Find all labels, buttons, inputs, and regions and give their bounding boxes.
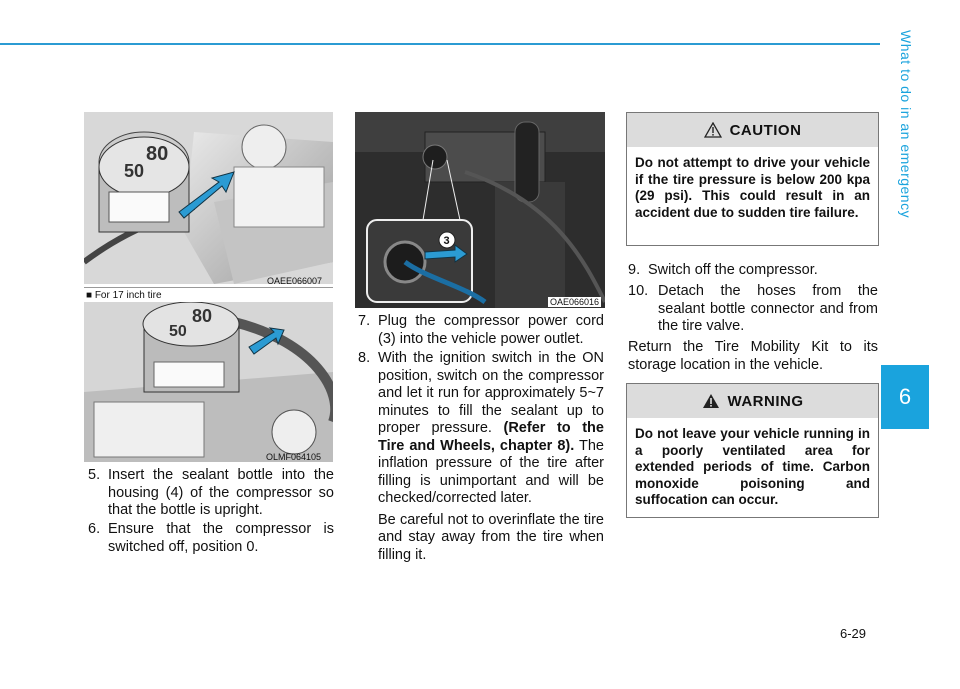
warning-text: Do not leave your vehicle running in a poorly ventilated area for extended periods of time. Carbon monoxide poisoning and suffocation can occur. (635, 426, 870, 507)
warning-box (626, 383, 879, 518)
step-5-number: 5. (88, 467, 101, 483)
figure-2-gauge-lo: 50 (169, 323, 187, 340)
step-9 (628, 262, 878, 280)
header-rule (0, 43, 880, 45)
step-6 (88, 521, 334, 556)
return-instruction: Return the Tire Mobility Kit to its storage location in the vehicle. (628, 339, 878, 373)
step-6-text: Ensure that the compressor is switched off, position 0. (108, 521, 334, 555)
figure-3-photo (355, 112, 605, 308)
step-8-note: Be careful not to overinflate the tire and stay away from the tire when filling it. (378, 511, 604, 563)
caution-header (627, 113, 878, 147)
step-7 (358, 313, 604, 348)
step-5 (88, 467, 334, 520)
step-10-number: 10. (628, 283, 649, 299)
step-8-text-cont: The inflation pressure of the tire after filling is unimportant and will be checked/corrected later. (378, 437, 604, 506)
step-9-number: 9. (628, 262, 641, 278)
caution-triangle-icon (704, 122, 722, 138)
step-6-number: 6. (88, 521, 101, 537)
warning-title: WARNING (727, 392, 804, 410)
figure-2-caption: ■ For 17 inch tire (86, 290, 162, 301)
step-5-text: Insert the sealant bottle into the housing (4) of the compressor so that the bottle is upright. (108, 467, 334, 518)
step-7-text: Plug the compressor power cord (3) into the vehicle power outlet. (378, 313, 604, 347)
figure-3-callout: 3 (443, 235, 450, 247)
step-8 (358, 350, 604, 564)
step-10 (628, 283, 878, 336)
step-10-text: Detach the hoses from the sealant bottle connector and from the tire valve. (658, 283, 878, 334)
section-title: What to do in an emergency (898, 30, 914, 219)
step-8-text: With the ignition switch in the ON position, switch on the compressor and let it run for approximately 5~7 minutes to fill the sealant up to proper pressure. (378, 350, 604, 436)
figure-1-photo (84, 112, 333, 284)
figure-2-photo (84, 302, 333, 462)
step-9-text: Switch off the compressor. (648, 262, 818, 278)
figure-1-code: OAEE066007 (267, 276, 323, 286)
step-8-number: 8. (358, 350, 371, 366)
chapter-tab: 6 (881, 365, 929, 429)
caution-text: Do not attempt to drive your vehicle if the tire pressure is below 200 kpa (29 psi). This could result in an accident due to sudden tire failure. (635, 155, 870, 220)
figure-1-gauge-hi: 80 (146, 143, 169, 165)
warning-triangle-icon (702, 393, 720, 409)
figure-2-gauge-hi: 80 (192, 306, 213, 326)
caution-box (626, 112, 879, 246)
step-7-number: 7. (358, 313, 371, 329)
figure-1-divider (84, 287, 333, 288)
caution-title: CAUTION (729, 121, 802, 139)
warning-header (627, 384, 878, 418)
figure-2-code: OLMF064105 (266, 452, 322, 462)
figure-3-code: OAE066016 (550, 297, 600, 307)
figure-1-gauge-lo: 50 (124, 161, 145, 181)
step-8-reference: (Refer to the Tire and Wheels, chapter 8). (378, 420, 604, 454)
page-number: 6-29 (840, 626, 867, 641)
